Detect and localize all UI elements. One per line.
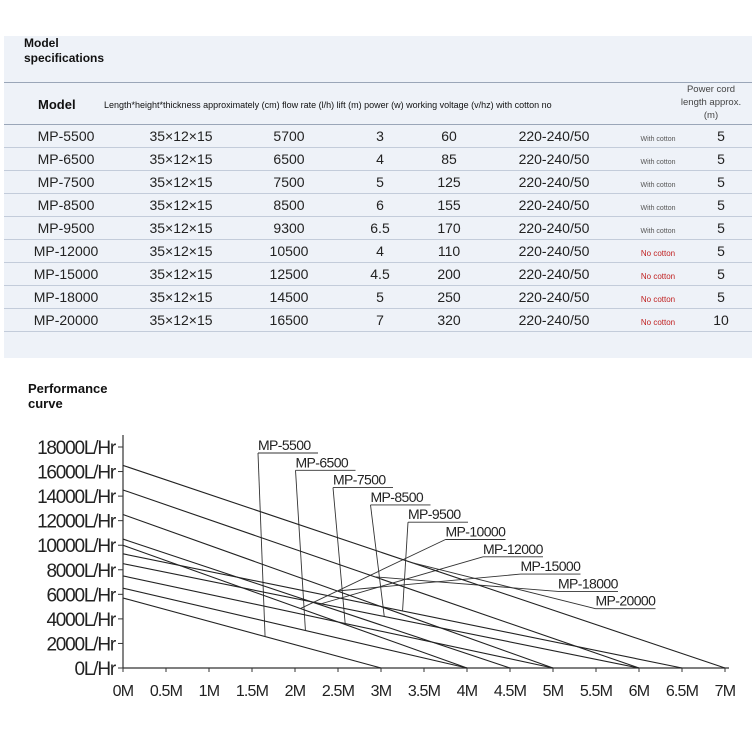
cotton-label: With cotton [640,159,676,166]
voltage-cell: 220-240/50 [482,171,626,194]
power-cell: 60 [416,125,482,148]
power-cell: 85 [416,148,482,171]
model-cell: MP-8500 [4,194,128,217]
power-cell: 250 [416,286,482,309]
cord-cell: 10 [690,309,752,332]
flow-cell: 9300 [234,217,344,240]
x-tick-label: 6.5M [665,683,699,700]
lift-cell: 5 [344,171,416,194]
flow-cell: 16500 [234,309,344,332]
power-cell: 155 [416,194,482,217]
model-cell: MP-15000 [4,263,128,286]
y-tick-label: 16000L/Hr [37,462,115,484]
header-power-cord: Power cord length approx. (m) [680,84,742,121]
voltage-cell: 220-240/50 [482,125,626,148]
size-cell: 35×12×15 [128,240,234,263]
power-cell: 320 [416,309,482,332]
lift-cell: 5 [344,286,416,309]
lift-cell: 7 [344,309,416,332]
series-label: MP-5500 [258,437,311,453]
voltage-cell: 220-240/50 [482,148,626,171]
power-cell: 200 [416,263,482,286]
header-columns: Length*height*thickness approximately (cm) flow rate (l/h) lift (m) power (w) working voltage (v/hz) with cotton no [104,100,552,110]
size-cell: 35×12×15 [128,309,234,332]
cotton-label: No cotton [640,295,676,304]
series-label: MP-18000 [558,575,618,592]
lift-cell: 4 [344,240,416,263]
cord-cell: 5 [690,263,752,286]
series-label: MP-12000 [483,540,543,557]
cord-cell: 5 [690,171,752,194]
cord-cell: 5 [690,217,752,240]
x-tick-label: 5M [542,683,564,700]
model-cell: MP-20000 [4,309,128,332]
lift-cell: 4.5 [344,263,416,286]
cord-cell: 5 [690,286,752,309]
flow-cell: 7500 [234,171,344,194]
power-cell: 170 [416,217,482,240]
lift-cell: 6.5 [344,217,416,240]
flow-cell: 14500 [234,286,344,309]
series-label: MP-9500 [408,506,461,523]
callout-leader [258,453,265,637]
voltage-cell: 220-240/50 [482,194,626,217]
series-label: MP-7500 [333,471,386,488]
x-tick-label: 5.5M [579,683,613,700]
lift-cell: 4 [344,148,416,171]
callout-leader [319,557,483,605]
callout-leader [333,488,345,624]
cotton-label: No cotton [640,272,676,281]
callout-leader [371,505,385,617]
x-tick-label: 1.5M [235,683,269,700]
flow-cell: 12500 [234,263,344,286]
size-cell: 35×12×15 [128,148,234,171]
x-tick-label: 2.5M [321,683,355,700]
flow-cell: 10500 [234,240,344,263]
voltage-cell: 220-240/50 [482,309,626,332]
power-cell: 110 [416,240,482,263]
series-line-mp-6500 [123,588,467,668]
y-tick-label: 2000L/Hr [46,634,115,656]
series-label: MP-10000 [445,523,506,540]
size-cell: 35×12×15 [128,171,234,194]
power-cell: 125 [416,171,482,194]
voltage-cell: 220-240/50 [482,286,626,309]
cotton-label: With cotton [640,205,676,212]
y-tick-label: 6000L/Hr [46,585,115,607]
cotton-label: With cotton [640,228,676,235]
x-tick-label: 6M [628,683,650,700]
size-cell: 35×12×15 [128,194,234,217]
x-tick-label: 0M [112,683,134,700]
x-tick-label: 3.5M [407,683,441,700]
cotton-label: With cotton [640,182,676,189]
cotton-label: No cotton [640,318,676,327]
cord-cell: 5 [690,240,752,263]
cord-cell: 5 [690,125,752,148]
cord-cell: 5 [690,148,752,171]
model-cell: MP-12000 [4,240,128,263]
model-cell: MP-6500 [4,148,128,171]
model-cell: MP-7500 [4,171,128,194]
size-cell: 35×12×15 [128,286,234,309]
x-tick-label: 2M [284,683,306,700]
y-tick-label: 0L/Hr [74,659,115,680]
size-cell: 35×12×15 [128,125,234,148]
y-tick-label: 4000L/Hr [46,609,115,631]
y-tick-label: 10000L/Hr [37,536,115,558]
y-tick-label: 18000L/Hr [37,438,115,459]
y-tick-label: 14000L/Hr [37,487,115,509]
model-cell: MP-9500 [4,217,128,240]
cotton-label: No cotton [640,249,676,258]
series-label: MP-6500 [295,454,349,471]
model-cell: MP-18000 [4,286,128,309]
lift-cell: 3 [344,125,416,148]
x-tick-label: 0.5M [149,683,183,700]
callout-leader [403,522,408,611]
size-cell: 35×12×15 [128,217,234,240]
chart-title: Performance curve [28,381,108,411]
cotton-label: With cotton [640,136,676,143]
y-tick-label: 12000L/Hr [37,511,115,533]
series-label: MP-15000 [520,558,581,575]
voltage-cell: 220-240/50 [482,263,626,286]
lift-cell: 6 [344,194,416,217]
x-tick-label: 4.5M [493,683,527,700]
cord-cell: 5 [690,194,752,217]
series-label: MP-20000 [595,592,656,609]
series-line-mp-20000 [123,465,725,668]
header-model: Model [38,97,76,112]
size-cell: 35×12×15 [128,263,234,286]
x-tick-label: 1M [198,683,220,700]
x-tick-label: 3M [370,683,392,700]
model-cell: MP-5500 [4,125,128,148]
series-label: MP-8500 [370,488,424,505]
x-tick-label: 4M [456,683,478,700]
voltage-cell: 220-240/50 [482,240,626,263]
voltage-cell: 220-240/50 [482,217,626,240]
spec-title: Model specifications [24,36,105,65]
flow-cell: 6500 [234,148,344,171]
flow-cell: 8500 [234,194,344,217]
x-tick-label: 7M [714,683,736,700]
y-tick-label: 8000L/Hr [46,560,115,582]
flow-cell: 5700 [234,125,344,148]
